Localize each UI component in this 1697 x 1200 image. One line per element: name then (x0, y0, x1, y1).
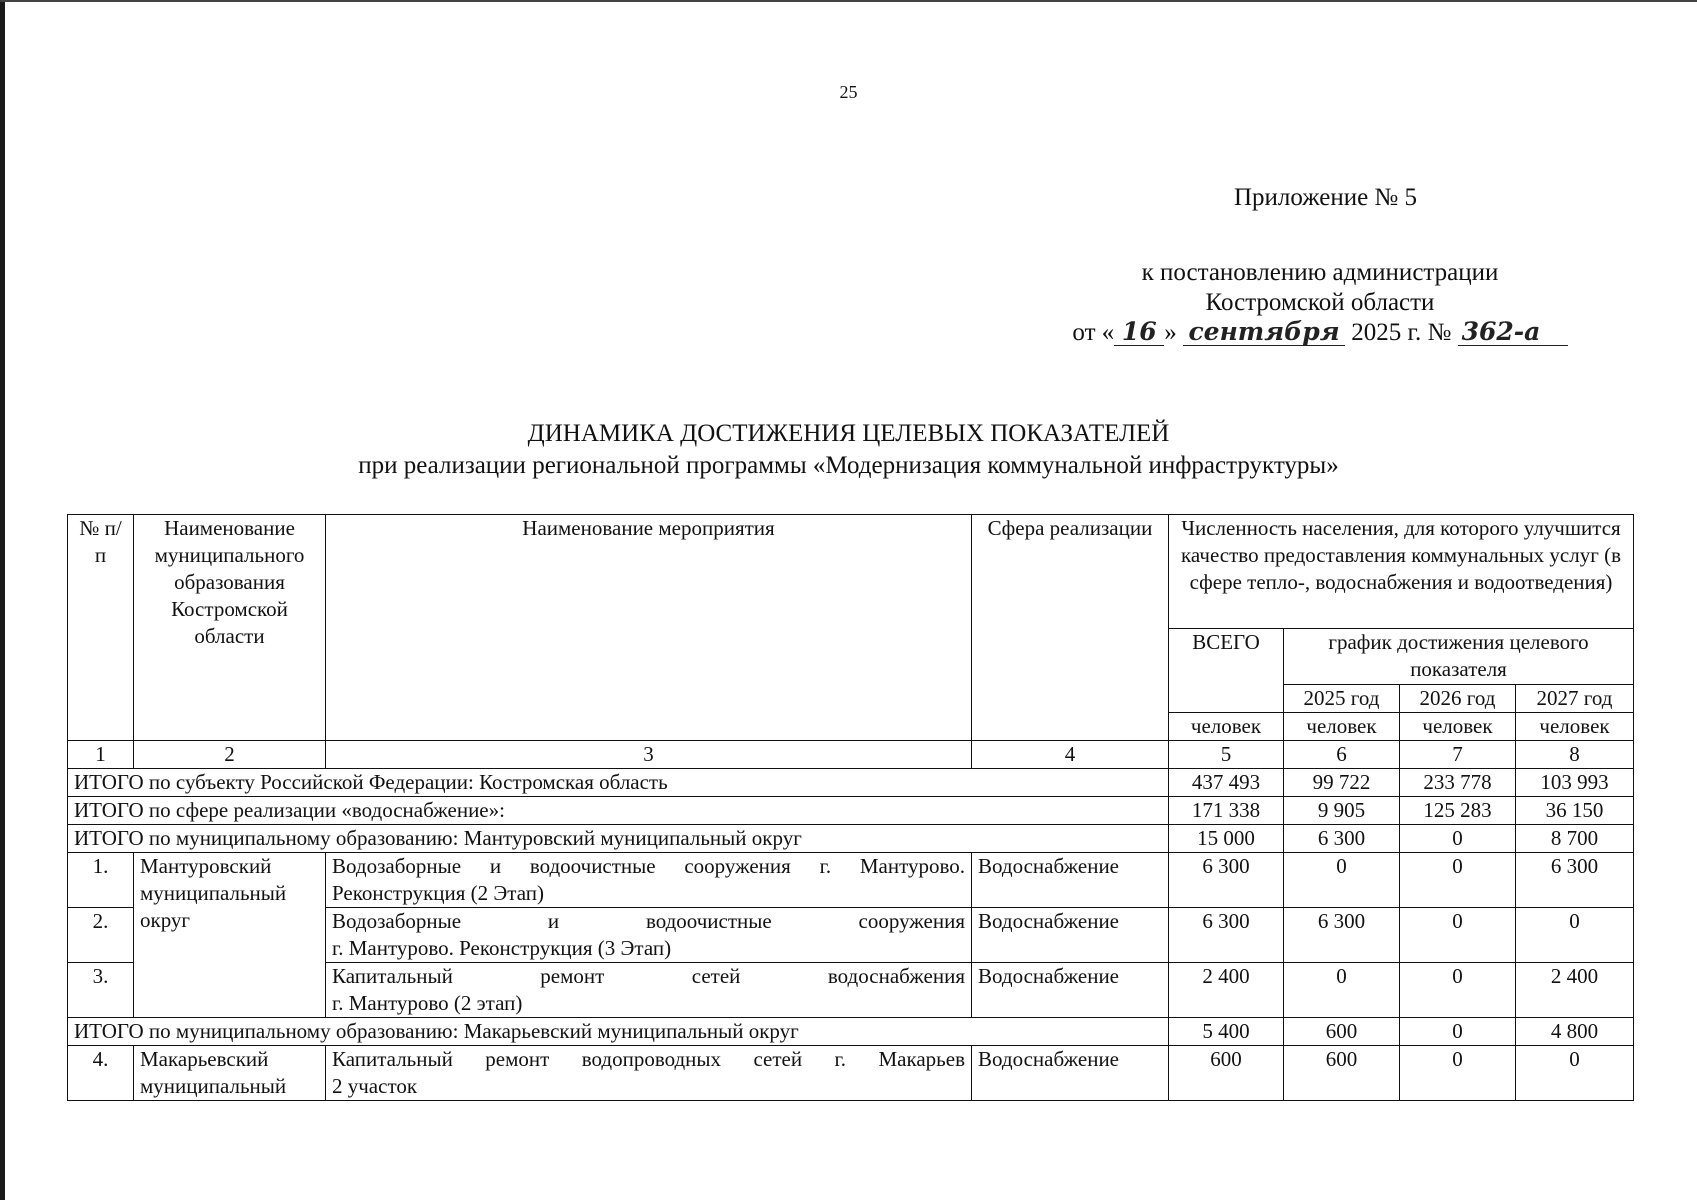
total-row-manturovo (68, 825, 1634, 853)
value-2025: 0 (1284, 963, 1400, 1018)
document-subtitle: при реализации региональной программы «Модернизация коммунальной инфраструктуры» (358, 452, 1339, 479)
value-2026: 0 (1400, 853, 1516, 908)
measure-line: 2 участок (332, 1074, 418, 1098)
decree-line-2: Костромской области (1205, 289, 1435, 316)
measure-line: Капитальный ремонт водопроводных сетей г. Макарьев (332, 1047, 965, 1071)
value-2026: 0 (1400, 963, 1516, 1018)
handwritten-day: 16 (1114, 319, 1164, 346)
total-label: ИТОГО по сфере реализации «водоснабжение»: (68, 797, 1169, 825)
value-total: 6 300 (1169, 908, 1284, 963)
total-value: 171 338 (1169, 797, 1284, 825)
header-measure: Наименование мероприятия (326, 515, 972, 741)
row-number: 3. (68, 963, 134, 1018)
column-number: 2 (134, 741, 326, 769)
value-total: 6 300 (1169, 853, 1284, 908)
measure-name (326, 1046, 972, 1101)
scan-edge-top (0, 0, 1697, 2)
table-row (68, 1046, 1634, 1101)
measure-line: г. Мантурово. Реконструкция (3 Этап) (332, 936, 672, 960)
municipality-name: Мантуровский муниципальный округ (134, 853, 326, 1018)
column-number: 7 (1400, 741, 1516, 769)
appendix-title: Приложение № 5 (1234, 184, 1418, 211)
total-value: 4 800 (1516, 1018, 1634, 1046)
header-total: ВСЕГО (1169, 629, 1284, 713)
decree-reference (1040, 258, 1600, 348)
date-prefix: от « (1072, 319, 1115, 346)
total-value: 6 300 (1284, 825, 1400, 853)
column-number: 4 (972, 741, 1169, 769)
total-value: 103 993 (1516, 769, 1634, 797)
table-row (68, 853, 1634, 908)
document-title: ДИНАМИКА ДОСТИЖЕНИЯ ЦЕЛЕВЫХ ПОКАЗАТЕЛЕЙ (527, 420, 1170, 447)
value-2025: 6 300 (1284, 908, 1400, 963)
total-label: ИТОГО по муниципальному образованию: Макарьевский муниципальный округ (68, 1018, 1169, 1046)
handwritten-month: сентября (1183, 319, 1345, 346)
total-value: 15 000 (1169, 825, 1284, 853)
scan-edge-left (0, 0, 5, 1200)
value-2027: 0 (1516, 1046, 1634, 1101)
measure-line: Водозаборные и водоочистные сооружения (332, 909, 965, 933)
value-total: 2 400 (1169, 963, 1284, 1018)
row-number: 2. (68, 908, 134, 963)
sphere: Водоснабжение (972, 1046, 1169, 1101)
date-day-close: » (1164, 319, 1177, 346)
row-number: 1. (68, 853, 134, 908)
header-municipality: Наименование муниципального образования Костромской области (134, 515, 326, 741)
measure-line: Водозаборные и водоочистные сооружения г. Мантурово. (332, 854, 965, 878)
unit-total: человек (1169, 713, 1284, 741)
header-no: № п/п (68, 515, 134, 741)
column-number: 8 (1516, 741, 1634, 769)
total-row-makaryev (68, 1018, 1634, 1046)
measure-line: Капитальный ремонт сетей водоснабжения (332, 964, 965, 988)
value-2026: 0 (1400, 908, 1516, 963)
column-number-row (68, 741, 1634, 769)
value-2027: 2 400 (1516, 963, 1634, 1018)
header-population: Численность населения, для которого улучшится качество предоставления коммунальных услуг (в сфере тепло-, водоснабжения и водоотведения) (1169, 515, 1634, 629)
sphere: Водоснабжение (972, 963, 1169, 1018)
total-label: ИТОГО по субъекту Российской Федерации: Костромская область (68, 769, 1169, 797)
header-year-2026: 2026 год (1400, 685, 1516, 713)
measure-line: г. Мантурово (2 этап) (332, 991, 523, 1015)
decree-line-1: к постановлению администрации (1141, 259, 1499, 286)
total-value: 125 283 (1400, 797, 1516, 825)
total-value: 8 700 (1516, 825, 1634, 853)
unit-2025: человек (1284, 713, 1400, 741)
unit-2026: человек (1400, 713, 1516, 741)
total-value: 600 (1284, 1018, 1400, 1046)
total-value: 5 400 (1169, 1018, 1284, 1046)
page-number: 25 (839, 82, 858, 102)
total-value: 36 150 (1516, 797, 1634, 825)
value-2025: 600 (1284, 1046, 1400, 1101)
header-year-2025: 2025 год (1284, 685, 1400, 713)
measure-name (326, 853, 972, 908)
column-number: 6 (1284, 741, 1400, 769)
unit-2027: человек (1516, 713, 1634, 741)
total-value: 233 778 (1400, 769, 1516, 797)
total-label: ИТОГО по муниципальному образованию: Мантуровский муниципальный округ (68, 825, 1169, 853)
total-row-region (68, 769, 1634, 797)
date-year-number-label: 2025 г. № (1351, 319, 1452, 346)
value-2026: 0 (1400, 1046, 1516, 1101)
column-number: 3 (326, 741, 972, 769)
total-row-water-supply (68, 797, 1634, 825)
value-2027: 0 (1516, 908, 1634, 963)
sphere: Водоснабжение (972, 908, 1169, 963)
value-total: 600 (1169, 1046, 1284, 1101)
row-number: 4. (68, 1046, 134, 1101)
value-2027: 6 300 (1516, 853, 1634, 908)
target-indicators-table (67, 514, 1634, 1101)
header-sphere: Сфера реализации (972, 515, 1169, 741)
total-value: 437 493 (1169, 769, 1284, 797)
total-value: 0 (1400, 1018, 1516, 1046)
municipality-name: Макарьевский муниципальный (134, 1046, 326, 1101)
value-2025: 0 (1284, 853, 1400, 908)
column-number: 1 (68, 741, 134, 769)
measure-name (326, 908, 972, 963)
header-schedule: график достижения целевого показателя (1284, 629, 1634, 685)
total-value: 99 722 (1284, 769, 1400, 797)
handwritten-decree-number: 362-а (1458, 319, 1568, 346)
total-value: 9 905 (1284, 797, 1400, 825)
decree-date-line (1040, 318, 1600, 348)
measure-line: Реконструкция (2 Этап) (332, 881, 544, 905)
total-value: 0 (1400, 825, 1516, 853)
header-year-2027: 2027 год (1516, 685, 1634, 713)
column-number: 5 (1169, 741, 1284, 769)
sphere: Водоснабжение (972, 853, 1169, 908)
measure-name (326, 963, 972, 1018)
